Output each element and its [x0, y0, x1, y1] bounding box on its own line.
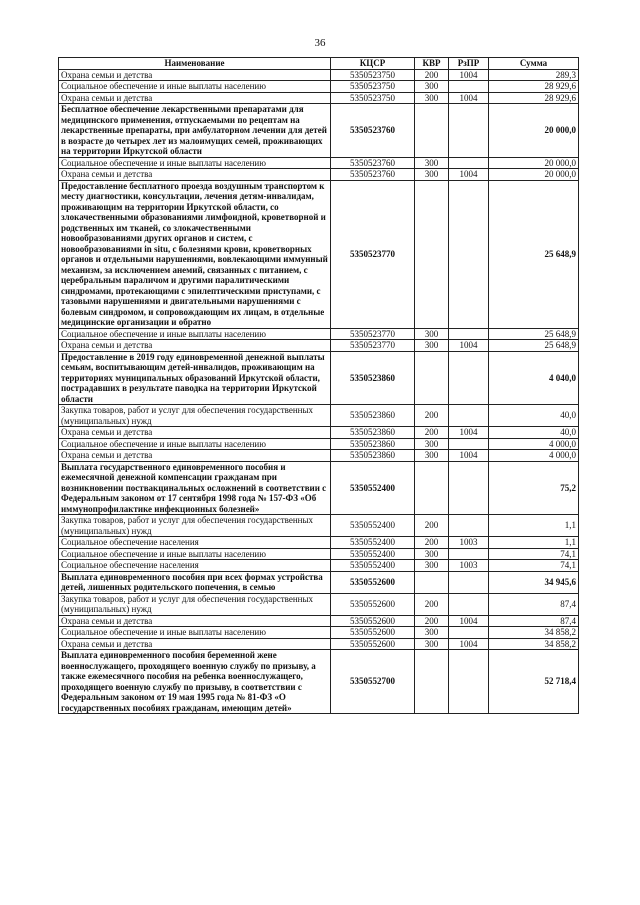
cell-sum: 87,4 — [489, 615, 579, 627]
cell-kvr: 200 — [415, 537, 449, 549]
cell-kcsr: 5350552700 — [331, 650, 415, 714]
table-row — [59, 615, 579, 627]
cell-kcsr: 5350552400 — [331, 537, 415, 549]
column-header-name: Наименование — [59, 58, 331, 70]
table-row — [59, 438, 579, 450]
table-row — [59, 69, 579, 81]
cell-sum: 52 718,4 — [489, 650, 579, 714]
page-number: 36 — [314, 37, 326, 49]
cell-kcsr: 5350523770 — [331, 180, 415, 328]
cell-name: Охрана семьи и детства — [59, 450, 331, 462]
cell-rzpr: 1003 — [449, 537, 489, 549]
cell-sum: 28 929,6 — [489, 81, 579, 93]
cell-sum: 34 858,2 — [489, 627, 579, 639]
cell-rzpr: 1004 — [449, 340, 489, 352]
cell-kvr: 200 — [415, 515, 449, 537]
cell-name: Социальное обеспечение и иные выплаты населению — [59, 548, 331, 560]
cell-sum: 25 648,9 — [489, 340, 579, 352]
table-row — [59, 560, 579, 572]
cell-kvr — [415, 571, 449, 593]
cell-name: Социальное обеспечение и иные выплаты населению — [59, 81, 331, 93]
cell-rzpr: 1004 — [449, 615, 489, 627]
cell-name: Выплата единовременного пособия при всех формах устройства детей, лишенных родительского попечения, в семью — [59, 571, 331, 593]
cell-rzpr — [449, 180, 489, 328]
cell-name: Охрана семьи и детства — [59, 340, 331, 352]
cell-kvr: 200 — [415, 427, 449, 439]
cell-name: Выплата единовременного пособия беременной жене военнослужащего, проходящего военную службу по призыву, а также ежемесячного пособия на ребенка военнослужащего, проходящего военную службу по призыву, в соответствии с Федеральным законом от 19 мая 1995 года № 81-ФЗ «О государственных пособиях гражданам, имеющим детей» — [59, 650, 331, 714]
table-header-row — [59, 58, 579, 70]
cell-sum: 87,4 — [489, 593, 579, 615]
table-row — [59, 537, 579, 549]
cell-name: Охрана семьи и детства — [59, 638, 331, 650]
cell-rzpr: 1004 — [449, 169, 489, 181]
cell-kcsr: 5350523750 — [331, 92, 415, 104]
cell-kcsr: 5350552600 — [331, 627, 415, 639]
cell-kvr: 300 — [415, 560, 449, 572]
cell-rzpr: 1004 — [449, 450, 489, 462]
cell-sum: 20 000,0 — [489, 104, 579, 158]
cell-name: Выплата государственного единовременного пособия и ежемесячной денежной компенсации гражданам при возникновении поствакцинальных осложнений в соответствии с Федеральным законом от 17 сентября 1998 года № 157-ФЗ «Об иммунопрофилактике инфекционных болезней» — [59, 461, 331, 515]
cell-rzpr — [449, 104, 489, 158]
table-row — [59, 180, 579, 328]
cell-name: Социальное обеспечение населения — [59, 537, 331, 549]
column-header-rzpr: РзПР — [449, 58, 489, 70]
cell-kcsr: 5350523750 — [331, 69, 415, 81]
cell-name: Охрана семьи и детства — [59, 169, 331, 181]
cell-kcsr: 5350523860 — [331, 405, 415, 427]
cell-name: Охрана семьи и детства — [59, 69, 331, 81]
cell-kvr: 300 — [415, 81, 449, 93]
cell-kcsr: 5350552400 — [331, 560, 415, 572]
cell-sum: 34 858,2 — [489, 638, 579, 650]
cell-kcsr: 5350552600 — [331, 571, 415, 593]
cell-kcsr: 5350552400 — [331, 515, 415, 537]
cell-kvr — [415, 351, 449, 405]
cell-rzpr — [449, 650, 489, 714]
cell-name: Бесплатное обеспечение лекарственными препаратами для медицинского применения, отпускаемыми по рецептам на лекарственные препараты, при амбулаторном лечении для детей в возрасте до четырех лет из малоимущих семей, проживающих на территории Иркутской области — [59, 104, 331, 158]
cell-kcsr: 5350523750 — [331, 81, 415, 93]
cell-sum: 289,3 — [489, 69, 579, 81]
cell-kcsr: 5350523860 — [331, 438, 415, 450]
cell-kcsr: 5350523760 — [331, 104, 415, 158]
cell-sum: 74,1 — [489, 560, 579, 572]
table-row — [59, 593, 579, 615]
cell-sum: 40,0 — [489, 427, 579, 439]
table-row — [59, 450, 579, 462]
cell-kvr: 300 — [415, 548, 449, 560]
table-row — [59, 461, 579, 515]
cell-kvr — [415, 650, 449, 714]
cell-kvr: 300 — [415, 340, 449, 352]
cell-rzpr — [449, 405, 489, 427]
cell-name: Социальное обеспечение и иные выплаты населению — [59, 157, 331, 169]
table-row — [59, 328, 579, 340]
table-row — [59, 351, 579, 405]
cell-kcsr: 5350523760 — [331, 169, 415, 181]
cell-name: Охрана семьи и детства — [59, 427, 331, 439]
cell-kcsr: 5350552400 — [331, 461, 415, 515]
cell-name: Закупка товаров, работ и услуг для обеспечения государственных (муниципальных) нужд — [59, 593, 331, 615]
cell-sum: 4 000,0 — [489, 450, 579, 462]
table-row — [59, 548, 579, 560]
cell-name: Закупка товаров, работ и услуг для обеспечения государственных (муниципальных) нужд — [59, 515, 331, 537]
cell-kvr: 300 — [415, 450, 449, 462]
cell-kcsr: 5350552400 — [331, 548, 415, 560]
table-row — [59, 157, 579, 169]
cell-sum: 25 648,9 — [489, 328, 579, 340]
cell-name: Предоставление в 2019 году единовременной денежной выплаты семьям, воспитывающим детей-инвалидов, проживающим на территориях муниципальных образований Иркутской области, пострадавших в результате паводка на территории Иркутской области — [59, 351, 331, 405]
cell-kvr: 200 — [415, 615, 449, 627]
table-row — [59, 340, 579, 352]
cell-sum: 25 648,9 — [489, 180, 579, 328]
cell-kvr: 300 — [415, 638, 449, 650]
cell-rzpr: 1004 — [449, 92, 489, 104]
cell-sum: 34 945,6 — [489, 571, 579, 593]
cell-sum: 1,1 — [489, 515, 579, 537]
cell-kcsr: 5350523860 — [331, 450, 415, 462]
table-row — [59, 515, 579, 537]
cell-rzpr — [449, 593, 489, 615]
cell-name: Охрана семьи и детства — [59, 92, 331, 104]
cell-kvr: 300 — [415, 92, 449, 104]
cell-name: Социальное обеспечение и иные выплаты населению — [59, 438, 331, 450]
cell-sum: 40,0 — [489, 405, 579, 427]
cell-rzpr: 1003 — [449, 560, 489, 572]
table-body — [59, 69, 579, 714]
cell-rzpr — [449, 157, 489, 169]
cell-kvr: 200 — [415, 405, 449, 427]
cell-rzpr — [449, 515, 489, 537]
cell-kcsr: 5350523860 — [331, 351, 415, 405]
column-header-kvr: КВР — [415, 58, 449, 70]
table-row — [59, 81, 579, 93]
cell-kvr: 300 — [415, 328, 449, 340]
cell-kvr: 300 — [415, 627, 449, 639]
cell-kcsr: 5350523760 — [331, 157, 415, 169]
cell-rzpr — [449, 627, 489, 639]
table-row — [59, 650, 579, 714]
cell-rzpr — [449, 351, 489, 405]
cell-rzpr — [449, 548, 489, 560]
cell-sum: 1,1 — [489, 537, 579, 549]
cell-sum: 75,2 — [489, 461, 579, 515]
cell-kvr — [415, 461, 449, 515]
cell-sum: 20 000,0 — [489, 169, 579, 181]
column-header-sum: Сумма — [489, 58, 579, 70]
cell-kcsr: 5350552600 — [331, 593, 415, 615]
cell-name: Предоставление бесплатного проезда воздушным транспортом к месту диагностики, консультации, лечения детям-инвалидам, проживающим на территории Иркутской области, со злокачественными образованиями лимфоидной, кроветворной и родственных им тканей, со злокачественными новообразованиями других органов и систем, с новообразованиями in situ, с болезнями крови, кроветворных органов и отдельными нарушениями, вовлекающими иммунный механизм, за исключением анемий, связанных с питанием, с церебральным параличом и другими паралитическими синдромами, протекающими с эпилептическими приступами, с тазовыми нарушениями и двигательными нарушениями с болевым синдромом, и сопровождающим их лицам, в отдельные медицинские организации и обратно — [59, 180, 331, 328]
cell-name: Социальное обеспечение и иные выплаты населению — [59, 627, 331, 639]
cell-rzpr — [449, 81, 489, 93]
cell-kvr: 200 — [415, 593, 449, 615]
table-row — [59, 169, 579, 181]
cell-kcsr: 5350523770 — [331, 328, 415, 340]
cell-kvr: 300 — [415, 169, 449, 181]
cell-kcsr: 5350552600 — [331, 638, 415, 650]
cell-sum: 20 000,0 — [489, 157, 579, 169]
table-row — [59, 405, 579, 427]
budget-table — [58, 57, 579, 714]
cell-sum: 4 040,0 — [489, 351, 579, 405]
cell-kvr: 300 — [415, 438, 449, 450]
cell-kcsr: 5350552600 — [331, 615, 415, 627]
cell-kvr — [415, 104, 449, 158]
column-header-kcsr: КЦСР — [331, 58, 415, 70]
cell-kvr: 200 — [415, 69, 449, 81]
cell-rzpr — [449, 328, 489, 340]
cell-kcsr: 5350523860 — [331, 427, 415, 439]
cell-name: Охрана семьи и детства — [59, 615, 331, 627]
cell-name: Социальное обеспечение и иные выплаты населению — [59, 328, 331, 340]
cell-rzpr — [449, 438, 489, 450]
cell-kvr — [415, 180, 449, 328]
cell-sum: 28 929,6 — [489, 92, 579, 104]
cell-rzpr: 1004 — [449, 427, 489, 439]
table-row — [59, 92, 579, 104]
cell-rzpr: 1004 — [449, 638, 489, 650]
cell-rzpr — [449, 571, 489, 593]
table-row — [59, 638, 579, 650]
table-row — [59, 627, 579, 639]
cell-rzpr — [449, 461, 489, 515]
table-row — [59, 571, 579, 593]
cell-rzpr: 1004 — [449, 69, 489, 81]
cell-kvr: 300 — [415, 157, 449, 169]
cell-sum: 4 000,0 — [489, 438, 579, 450]
cell-sum: 74,1 — [489, 548, 579, 560]
table-row — [59, 104, 579, 158]
cell-kcsr: 5350523770 — [331, 340, 415, 352]
cell-name: Социальное обеспечение населения — [59, 560, 331, 572]
cell-name: Закупка товаров, работ и услуг для обеспечения государственных (муниципальных) нужд — [59, 405, 331, 427]
table-row — [59, 427, 579, 439]
